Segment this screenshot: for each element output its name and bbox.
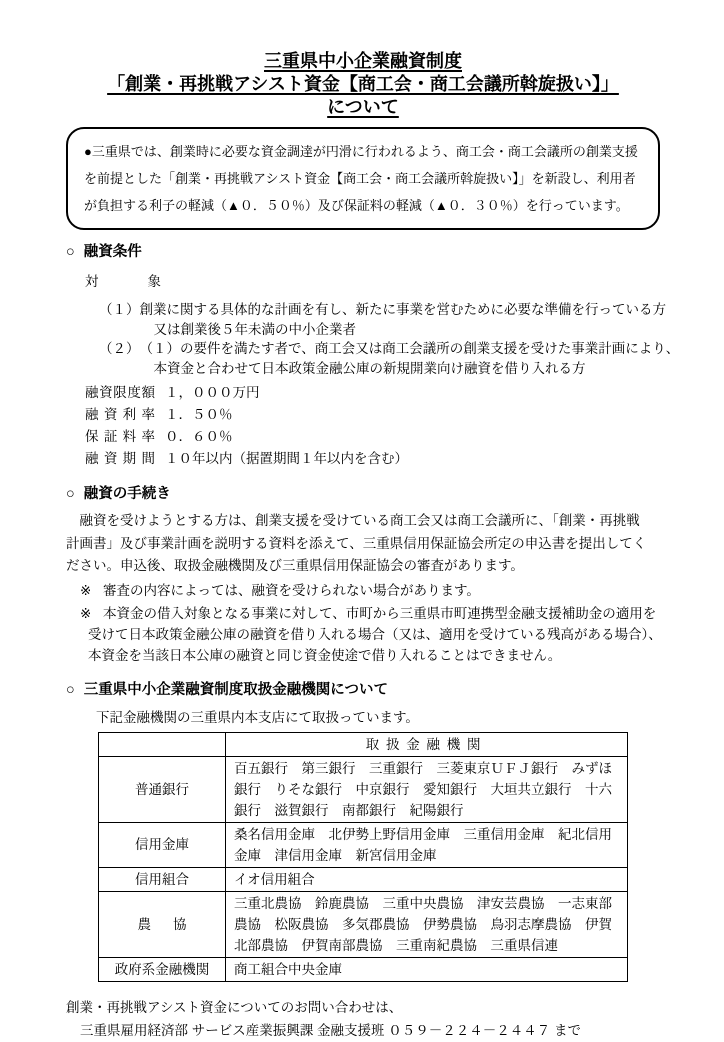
- intro-line: が負担する利子の軽減（▲０．５０％）及び保証料の軽減（▲０．３０％）を行っています。: [84, 198, 629, 213]
- procedure-heading: [66, 484, 660, 504]
- procedure-note-2: [66, 603, 660, 666]
- title-line-3-text: について: [327, 97, 399, 117]
- procedure-heading-text: 融資の手続き: [83, 486, 171, 502]
- procedure-paragraph-line: ださい。申込後、取扱金融機関及び三重県信用保証協会の審査があります。: [66, 558, 524, 573]
- title-line-1: [66, 50, 660, 73]
- term-value-guarantee: ０．６０％: [165, 429, 233, 444]
- condition-item-2: [99, 339, 680, 378]
- section-loan-conditions: [66, 242, 680, 470]
- table-row: [99, 822, 628, 867]
- term-row-rate: [85, 404, 660, 426]
- term-value-rate: １．５０％: [165, 407, 233, 422]
- condition-item-2-text: [140, 339, 680, 378]
- procedure-note-1-line: 審査の内容によっては、融資を受けられない場合があります。: [103, 582, 480, 598]
- title-line-2-text: 「創業・再挑戦アシスト資金【商工会・商工会議所斡旋扱い】」: [107, 74, 619, 94]
- intro-line: を前提とした「創業・再挑戦アシスト資金【商工会・商工会議所斡旋扱い】」を新設し、利用者: [84, 171, 636, 186]
- contact-footer: [66, 996, 660, 1042]
- category-cell-agricultural-coops: [99, 891, 226, 957]
- procedure-note-2-line-2: 受けて日本政策金融公庫の融資を借り入れる場合（又は、適用を受けている残高がある場合）、: [88, 626, 662, 642]
- category-cell-credit-unions: 信用組合: [99, 867, 226, 891]
- category-cell-government-institutions: 政府系金融機関: [99, 957, 226, 981]
- table-header-empty-cell: [99, 732, 226, 756]
- term-label-rate: 融資利率: [85, 407, 155, 422]
- term-label-guarantee: 保証料率: [85, 429, 155, 444]
- table-row: [99, 891, 628, 957]
- term-value-period: １０年以内（据置期間１年以内を含む）: [165, 451, 408, 466]
- intro-box: [66, 127, 660, 230]
- condition-item-1-text: [140, 300, 667, 339]
- circle-marker: ○: [66, 681, 75, 698]
- value-cell-ordinary-banks: 百五銀行 第三銀行 三重銀行 三菱東京ＵＦＪ銀行 みずほ銀行 りそな銀行 中京銀行 愛知銀行 大垣共立銀行 十六銀行 滋賀銀行 南都銀行 紀陽銀行: [226, 756, 628, 822]
- condition-item-1-number: （１）: [99, 302, 140, 317]
- procedure-paragraph-line: 計画書」及び事業計画を説明する資料を添えて、三重県信用保証協会所定の申込書を提出してく: [66, 535, 647, 551]
- table-row: [99, 957, 628, 981]
- table-row: [99, 867, 628, 891]
- note-marker: ※: [80, 582, 92, 598]
- condition-item-2-line-1: （１）の要件を満たす者で、商工会又は商工会議所の創業支援を受けた事業計画により、: [139, 341, 680, 356]
- contact-line-2: 三重県雇用経済部 サービス産業振興課 金融支援班 ０５９－２２４－２４４７ まで: [80, 1022, 582, 1038]
- intro-line: ●三重県では、創業時に必要な資金調達が円滑に行われるよう、商工会・商工会議所の創業支援: [84, 144, 638, 159]
- term-label-period: 融資期間: [85, 451, 155, 466]
- condition-item-2-number: （２）: [99, 341, 140, 356]
- section-institutions: [66, 680, 660, 982]
- loan-conditions-heading: [66, 242, 660, 262]
- term-row-limit: [85, 382, 660, 404]
- condition-item-2-line-2: 本資金と合わせて日本政策金融公庫の新規開業向け融資を借り入れる方: [153, 360, 586, 376]
- contact-line-1: 創業・再挑戦アシスト資金についてのお問い合わせは、: [66, 999, 403, 1015]
- note-marker: ※: [80, 605, 92, 621]
- title-line-2: [66, 73, 660, 96]
- target-label: 対象: [85, 274, 161, 289]
- procedure-paragraph: [66, 510, 660, 578]
- title-line-3: [66, 96, 660, 119]
- procedure-note-2-line-3: 本資金を当該日本公庫の融資と同じ資金使途で借り入れることはできません。: [88, 647, 562, 663]
- institutions-heading-text: 三重県中小企業融資制度取扱金融機関について: [83, 681, 388, 698]
- procedure-note-1: [66, 580, 660, 601]
- condition-item-1-line-2: 又は創業後５年未満の中小企業者: [153, 321, 356, 337]
- category-cell-ordinary-banks: 普通銀行: [99, 756, 226, 822]
- procedure-paragraph-line: 融資を受けようとする方は、創業支援を受けている商工会又は商工会議所に、「創業・再挑戦: [66, 513, 640, 528]
- loan-conditions-heading-text: 融資条件: [83, 244, 142, 260]
- value-cell-agricultural-coops: 三重北農協 鈴鹿農協 三重中央農協 津安芸農協 一志東部農協 松阪農協 多気郡農協 伊勢農協 鳥羽志摩農協 伊賀北部農協 伊賀南部農協 三重南紀農協 三重県信連: [226, 891, 628, 957]
- institutions-table: [98, 732, 628, 982]
- condition-item-1: [99, 300, 666, 339]
- target-row: [85, 270, 660, 290]
- section-procedure: [66, 484, 660, 666]
- title-line-1-text: 三重県中小企業融資制度: [264, 51, 462, 71]
- category-label-agricultural-coops: 農協: [137, 916, 187, 932]
- value-cell-credit-unions: イオ信用組合: [226, 867, 628, 891]
- term-label-limit: 融資限度額: [85, 385, 155, 400]
- document-title: [66, 50, 660, 119]
- term-row-guarantee: [85, 426, 660, 448]
- circle-marker: ○: [66, 486, 75, 502]
- value-cell-government-institutions: 商工組合中央金庫: [226, 957, 628, 981]
- institutions-subheading: 下記金融機関の三重県内本支店にて取扱っています。: [96, 709, 419, 725]
- institutions-heading: [66, 680, 660, 700]
- table-header-row: [99, 732, 628, 756]
- circle-marker: ○: [66, 244, 75, 260]
- table-header-cell: 取扱金融機関: [226, 732, 628, 756]
- condition-item-1-line-1: 創業に関する具体的な計画を有し、新たに事業を営むために必要な準備を行っている方: [139, 302, 666, 317]
- term-value-limit: １，０００万円: [165, 385, 260, 400]
- procedure-note-2-line-1: 本資金の借入対象となる事業に対して、市町から三重県市町連携型金融支援補助金の適用を: [103, 605, 657, 621]
- category-cell-shinkin-banks: 信用金庫: [99, 822, 226, 867]
- term-row-period: [85, 448, 660, 470]
- table-row: [99, 756, 628, 822]
- value-cell-shinkin-banks: 桑名信用金庫 北伊勢上野信用金庫 三重信用金庫 紀北信用金庫 津信用金庫 新宮信用金庫: [226, 822, 628, 867]
- loan-terms: [85, 382, 660, 470]
